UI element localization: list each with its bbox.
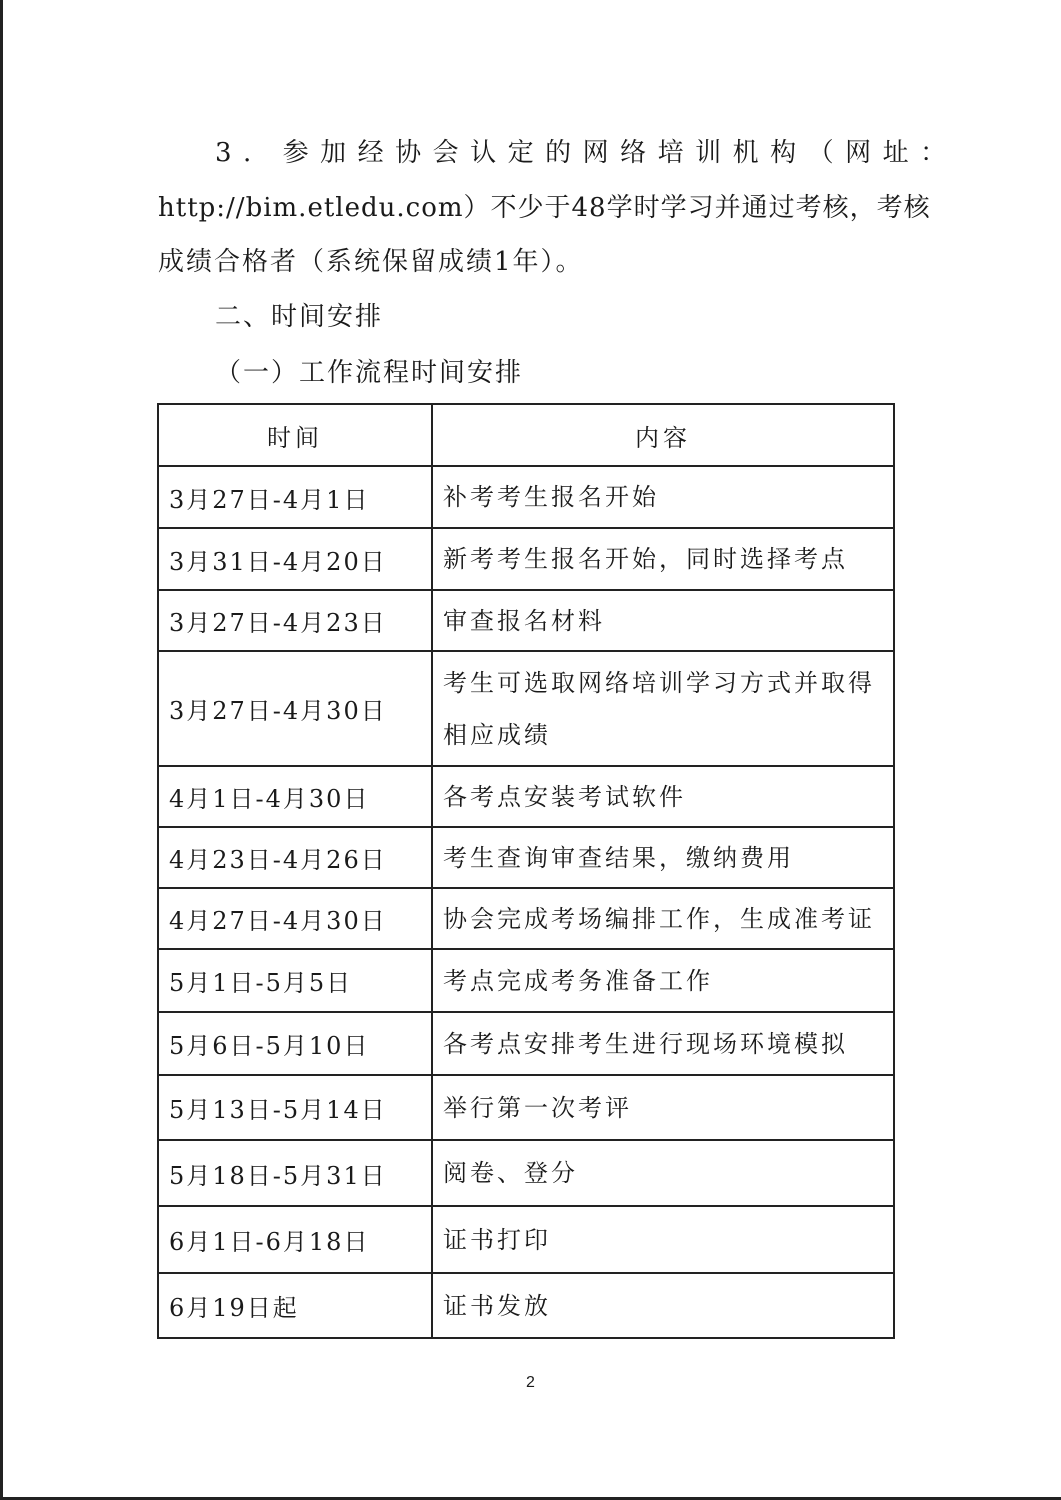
row-time: 3月27日-4月30日 [158, 651, 432, 766]
row-content: 阅卷、登分 [432, 1140, 894, 1206]
scan-edge-left [0, 0, 3, 1500]
table-row [158, 766, 894, 827]
row-content: 协会完成考场编排工作，生成准考证 [432, 888, 894, 949]
row-content: 各考点安排考生进行现场环境模拟 [432, 1012, 894, 1075]
table-row [158, 528, 894, 590]
row-time: 5月13日-5月14日 [158, 1075, 432, 1140]
page-number: 2 [526, 1374, 535, 1391]
row-time: 6月19日起 [158, 1273, 432, 1338]
table-row [158, 651, 894, 766]
row-time: 5月1日-5月5日 [158, 949, 432, 1012]
row-content: 各考点安装考试软件 [432, 766, 894, 827]
row-content: 证书打印 [432, 1206, 894, 1273]
row-time: 3月31日-4月20日 [158, 528, 432, 590]
row-content: 举行第一次考评 [432, 1075, 894, 1140]
table-row [158, 590, 894, 651]
row-content: 审查报名材料 [432, 590, 894, 651]
section-heading: 二、时间安排 [215, 302, 384, 332]
table-row [158, 466, 894, 528]
table-row [158, 1273, 894, 1338]
table-row [158, 1012, 894, 1075]
table-row [158, 949, 894, 1012]
table-row [158, 1206, 894, 1273]
row-content: 考生查询审查结果，缴纳费用 [432, 827, 894, 888]
schedule-table [157, 403, 895, 1339]
row-time: 5月6日-5月10日 [158, 1012, 432, 1075]
row-content: 证书发放 [432, 1273, 894, 1338]
paragraph-item3-line2: http://bim.etledu.com）不少于48学时学习并通过考核，考核 [158, 193, 931, 223]
table-header-row [158, 404, 894, 466]
header-time: 时间 [158, 404, 432, 466]
row-content: 新考考生报名开始，同时选择考点 [432, 528, 894, 590]
paragraph-item3-line3: 成绩合格者（系统保留成绩1年）。 [158, 247, 584, 277]
row-time: 4月27日-4月30日 [158, 888, 432, 949]
table-row [158, 1140, 894, 1206]
row-time: 4月1日-4月30日 [158, 766, 432, 827]
row-time: 4月23日-4月26日 [158, 827, 432, 888]
table-row [158, 888, 894, 949]
table-row [158, 827, 894, 888]
paragraph-item3-line1: 3. 参加经协会认定的网络培训机构（网址： [215, 138, 958, 168]
row-time: 3月27日-4月23日 [158, 590, 432, 651]
row-content: 补考考生报名开始 [432, 466, 894, 528]
row-time: 3月27日-4月1日 [158, 466, 432, 528]
subsection-heading: （一）工作流程时间安排 [215, 358, 524, 388]
header-content: 内容 [432, 404, 894, 466]
row-time: 5月18日-5月31日 [158, 1140, 432, 1206]
table-row [158, 1075, 894, 1140]
row-content: 考点完成考务准备工作 [432, 949, 894, 1012]
row-content: 考生可选取网络培训学习方式并取得相应成绩 [432, 651, 894, 766]
row-time: 6月1日-6月18日 [158, 1206, 432, 1273]
